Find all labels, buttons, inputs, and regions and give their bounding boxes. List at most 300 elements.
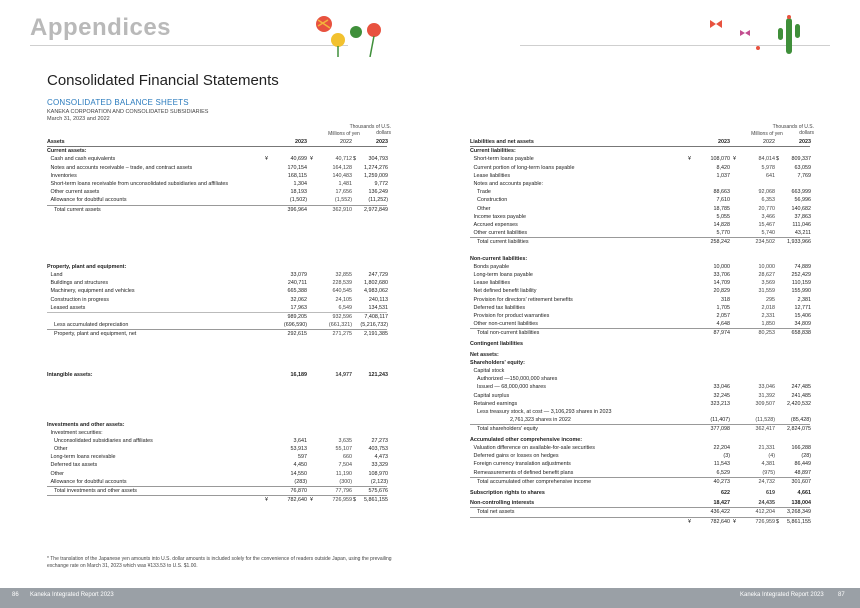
table-row — [47, 304, 387, 312]
row-value: 3,268,349 — [787, 509, 811, 516]
row-value: (283) — [294, 478, 307, 485]
row-value: 74,889 — [794, 263, 811, 270]
table-row — [47, 445, 387, 453]
row-value: 22,204 — [713, 445, 730, 452]
table-row — [47, 271, 387, 279]
row-value: 77,796 — [335, 488, 352, 495]
row-label: Investments and other assets: — [47, 421, 125, 428]
row-value: (28) — [801, 453, 811, 460]
row-value: 240,711 — [287, 280, 307, 287]
footer-text-right: Kaneka Integrated Report 2023 — [740, 592, 824, 598]
row-value: 48,897 — [794, 469, 811, 476]
row-label: Other — [477, 205, 491, 212]
row-value: 4,473 — [374, 454, 388, 461]
table-row — [47, 421, 387, 429]
row-value: 56,996 — [794, 197, 811, 204]
row-value: 84,014 — [758, 156, 775, 163]
table-row — [47, 437, 387, 445]
table-row — [47, 312, 387, 321]
row-value: 575,676 — [368, 488, 388, 495]
row-value: 782,640 — [710, 518, 730, 525]
row-value: 3,635 — [338, 437, 352, 444]
table-row — [470, 477, 810, 486]
table-row — [470, 424, 810, 433]
company-name: KANEKA CORPORATION AND CONSOLIDATED SUBSIDIARIES — [47, 109, 209, 115]
table-row — [47, 155, 387, 163]
row-value: 134,531 — [368, 304, 388, 311]
row-value: 18,785 — [713, 205, 730, 212]
row-value: 80,253 — [758, 330, 775, 337]
row-label: Lease liabilities — [473, 172, 511, 179]
table-row — [470, 205, 810, 213]
table-row — [47, 470, 387, 478]
statement-date: March 31, 2023 and 2022 — [47, 116, 110, 122]
row-value: 32,245 — [713, 392, 730, 399]
footer-text-left: Kaneka Integrated Report 2023 — [30, 592, 114, 598]
row-value: 1,481 — [338, 180, 352, 187]
row-value: 2023 — [376, 139, 388, 145]
table-row — [470, 460, 810, 468]
row-value: 7,769 — [797, 172, 811, 179]
row-label: Less accumulated depreciation — [54, 322, 129, 329]
liabilities-table — [470, 124, 814, 526]
row-label: Other current liabilities — [473, 230, 528, 237]
row-label: Long-term loans payable — [473, 272, 533, 278]
row-value: 2022 — [340, 139, 352, 145]
row-value: 240,113 — [368, 296, 388, 303]
decorative-butterfly-icon — [700, 10, 810, 55]
row-label: Non-controlling interests — [470, 500, 535, 507]
row-value: 2,381 — [797, 296, 811, 303]
row-value: 11,543 — [713, 461, 730, 468]
row-value: 234,502 — [755, 239, 775, 246]
row-value: 76,870 — [290, 488, 307, 495]
table-row — [47, 287, 387, 295]
row-value: 140,682 — [791, 205, 811, 212]
row-value: 33,329 — [371, 462, 388, 469]
units-yen: Millions of yen — [328, 131, 360, 137]
row-value: 33,706 — [713, 272, 730, 278]
row-value: 40,699 — [290, 156, 307, 163]
row-label: Property, plant and equipment, net — [54, 331, 137, 338]
row-value: (85,428) — [790, 417, 811, 424]
row-label: Leased assets — [50, 304, 86, 311]
row-value: 5,861,155 — [364, 497, 388, 504]
row-value: 10,000 — [713, 263, 730, 270]
row-value: 108,970 — [368, 470, 388, 477]
row-value: 2,057 — [716, 312, 730, 319]
row-value: (3) — [723, 453, 730, 460]
row-value: 1,850 — [761, 321, 775, 328]
table-row — [470, 296, 810, 304]
row-value: 4,983,062 — [364, 288, 388, 295]
row-value: 15,467 — [758, 221, 775, 228]
row-value: 619 — [766, 489, 775, 496]
table-header-row — [47, 138, 387, 147]
row-value: 989,205 — [287, 314, 307, 320]
table-row — [470, 489, 810, 497]
row-value: 8,420 — [716, 164, 730, 171]
row-value: 17,963 — [290, 304, 307, 311]
row-value: 3,569 — [761, 280, 775, 287]
row-value: 5,770 — [716, 230, 730, 237]
table-row — [470, 351, 810, 359]
row-label: Foreign currency translation adjustments — [473, 461, 571, 468]
row-label: Total investments and other assets — [54, 488, 137, 495]
table-row — [47, 147, 387, 155]
row-value: 6,353 — [761, 197, 775, 204]
row-value: (1,552) — [334, 197, 352, 204]
row-value: 2,018 — [761, 304, 775, 311]
table-row — [470, 375, 810, 383]
row-value: 14,709 — [713, 280, 730, 287]
row-value: 43,211 — [794, 230, 811, 237]
table-row — [470, 408, 810, 416]
row-label: Total shareholders' equity — [477, 426, 538, 433]
table-row — [470, 279, 810, 287]
row-value: (696,590) — [283, 322, 307, 329]
row-label: Issued — 68,000,000 shares — [477, 384, 546, 391]
row-value: 258,242 — [710, 239, 730, 246]
table-row — [470, 271, 810, 279]
table-row — [47, 486, 387, 495]
currency-symbol: $ — [776, 156, 779, 163]
row-label: Contingent liabilities — [470, 340, 524, 347]
row-label: Short-term loans payable — [473, 156, 534, 163]
table-row — [470, 172, 810, 180]
row-value: 362,910 — [332, 206, 352, 213]
row-value: 2,824,075 — [787, 426, 811, 433]
statement-title: CONSOLIDATED BALANCE SHEETS — [47, 98, 189, 107]
row-value: 377,098 — [710, 426, 730, 433]
row-value: 660 — [343, 454, 352, 461]
row-value: 7,504 — [338, 462, 352, 469]
row-value: 28,627 — [758, 272, 775, 278]
row-value: 318 — [721, 296, 730, 303]
row-value: 658,838 — [791, 330, 811, 337]
table-row — [470, 392, 810, 400]
section-title: Appendices — [30, 14, 172, 41]
currency-symbol: ¥ — [688, 518, 691, 525]
row-value: 17,656 — [335, 189, 352, 196]
row-value: (661,321) — [328, 322, 352, 329]
row-label: Deferred gains or losses on hedges — [473, 453, 559, 460]
currency-symbol: ¥ — [310, 156, 313, 163]
table-row — [470, 188, 810, 196]
row-value: 18,193 — [290, 189, 307, 196]
table-row — [470, 155, 810, 163]
row-value: 32,855 — [335, 272, 352, 279]
row-label: Bonds payable — [473, 263, 510, 270]
row-label: Other — [50, 470, 64, 477]
footer-page-left: 86 — [12, 592, 19, 598]
table-row — [470, 255, 810, 263]
row-label: Subscription rights to shares — [470, 489, 545, 496]
row-value: 7,610 — [716, 197, 730, 204]
row-label: Other — [54, 446, 68, 453]
row-value: 16,189 — [290, 372, 307, 379]
table-row — [470, 499, 810, 507]
units-usd: Thousands of U.S. dollars — [349, 124, 391, 136]
footer-page-right: 87 — [838, 592, 845, 598]
row-value: 20,770 — [758, 205, 775, 212]
row-value: 412,204 — [755, 509, 775, 516]
row-value: 24,105 — [335, 296, 352, 303]
currency-symbol: ¥ — [310, 497, 313, 504]
table-row — [470, 164, 810, 172]
row-value: 33,046 — [713, 384, 730, 391]
row-value: 228,539 — [332, 280, 352, 287]
row-value: 4,648 — [716, 321, 730, 328]
table-row — [470, 304, 810, 312]
row-value: 640,545 — [332, 288, 352, 295]
currency-symbol: ¥ — [688, 156, 691, 163]
row-value: 2,191,385 — [364, 331, 388, 338]
row-label: Total current assets — [54, 206, 101, 213]
table-row — [470, 237, 810, 246]
table-row — [470, 416, 810, 424]
row-value: 14,977 — [335, 372, 352, 379]
row-label: Notes and accounts receivable – trade, and contract assets — [50, 164, 193, 171]
row-label: Machinery, equipment and vehicles — [50, 288, 135, 295]
row-label: Current liabilities: — [470, 148, 516, 155]
row-value: 436,422 — [710, 509, 730, 516]
row-value: 3,466 — [761, 213, 775, 220]
row-value: (1,502) — [289, 197, 307, 204]
row-value: 597 — [298, 454, 307, 461]
row-value: 309,507 — [755, 400, 775, 407]
row-value: 27,273 — [371, 437, 388, 444]
row-value: 121,243 — [368, 372, 388, 379]
row-value: 136,249 — [368, 189, 388, 196]
row-value: (2,123) — [370, 478, 388, 485]
row-value: 2023 — [295, 139, 307, 145]
table-row — [47, 495, 387, 504]
table-row — [47, 321, 387, 329]
row-value: 252,429 — [791, 272, 811, 278]
row-label: Trade — [477, 189, 491, 196]
row-value: 4,381 — [761, 461, 775, 468]
row-label: Less treasury stock, at cost — 3,106,293 shares in 2023 — [477, 408, 612, 415]
row-value: 32,062 — [290, 296, 307, 303]
row-value: (11,252) — [368, 197, 388, 204]
row-value: 15,406 — [794, 312, 811, 319]
row-label: Capital surplus — [473, 392, 510, 399]
row-label: Land — [50, 272, 63, 279]
table-row — [470, 383, 810, 391]
row-label: Total accumulated other comprehensive income — [477, 478, 592, 485]
table-row — [470, 263, 810, 271]
row-value: 31,559 — [758, 288, 775, 295]
row-value: 166,288 — [791, 445, 811, 452]
row-value: 292,615 — [287, 331, 307, 338]
table-row — [470, 180, 810, 188]
row-label: Liabilities and net assets — [470, 139, 534, 145]
row-label: Capital stock — [473, 367, 505, 374]
row-value: 726,959 — [755, 518, 775, 525]
row-label: Other current assets — [50, 189, 100, 196]
row-value: 87,974 — [713, 330, 730, 337]
table-row — [470, 517, 810, 526]
table-row — [470, 287, 810, 295]
row-value: 24,435 — [758, 500, 775, 507]
table-row — [470, 469, 810, 477]
row-value: 1,274,276 — [364, 164, 388, 171]
row-value: 241,485 — [791, 392, 811, 399]
units-yen: Millions of yen — [751, 131, 783, 137]
row-value: 809,337 — [791, 156, 811, 163]
row-value: 21,331 — [758, 445, 775, 452]
row-value: 2023 — [799, 139, 811, 145]
row-value: 168,115 — [287, 172, 307, 179]
row-value: 33,079 — [290, 272, 307, 279]
table-row — [470, 507, 810, 516]
row-value: 1,933,966 — [787, 239, 811, 246]
row-label: Net assets: — [470, 351, 499, 358]
row-value: 140,483 — [332, 172, 352, 179]
table-row — [47, 263, 387, 271]
table-row — [47, 196, 387, 204]
row-label: Property, plant and equipment: — [47, 263, 127, 270]
row-value: 14,828 — [713, 221, 730, 228]
row-value: 1,304 — [293, 180, 307, 187]
row-label: Accumulated other comprehensive income: — [470, 436, 583, 443]
row-label: Assets — [47, 139, 65, 145]
row-value: 170,154 — [287, 164, 307, 171]
table-row — [470, 221, 810, 229]
row-value: (5,216,732) — [360, 322, 388, 329]
row-value: 1,259,009 — [364, 172, 388, 179]
row-value: 164,128 — [332, 164, 352, 171]
row-value: 5,861,155 — [787, 518, 811, 525]
row-label: Retained earnings — [473, 400, 518, 407]
row-value: 2,420,532 — [787, 400, 811, 407]
row-value: 295 — [766, 296, 775, 303]
row-label: Shareholders' equity: — [470, 359, 525, 366]
row-value: 622 — [721, 489, 730, 496]
table-row — [47, 371, 387, 379]
units-header — [47, 124, 391, 138]
footnote: * The translation of the Japanese yen amounts into U.S. dollar amounts is included solely for the convenience of readers outside Japan, using the prevailing exchange rate on March 31, 2023 which was ¥133.53 to U.S. $1.00. — [47, 556, 392, 569]
table-row — [47, 329, 387, 338]
row-label: Investment securities: — [50, 429, 103, 436]
table-row — [470, 367, 810, 375]
row-value: 14,550 — [290, 470, 307, 477]
row-value: (975) — [762, 469, 775, 476]
currency-symbol: ¥ — [733, 156, 736, 163]
row-value: 301,607 — [791, 478, 811, 485]
row-label: Long-term loans receivable — [50, 454, 116, 461]
row-value: 3,641 — [293, 437, 307, 444]
row-spacer — [47, 339, 387, 372]
table-row — [47, 478, 387, 486]
row-label: Intangible assets: — [47, 372, 93, 379]
table-row — [470, 340, 810, 348]
row-value: 4,450 — [293, 462, 307, 469]
row-value: 108,070 — [710, 156, 730, 163]
decorative-plants-icon — [300, 12, 390, 57]
row-value: 138,004 — [791, 500, 811, 507]
row-label: Provision for directors' retirement benefits — [473, 296, 573, 303]
row-value: 33,046 — [758, 384, 775, 391]
row-label: Construction in progress — [50, 296, 109, 303]
table-row — [47, 279, 387, 287]
table-row — [470, 147, 810, 155]
table-row — [47, 296, 387, 304]
row-value: (4) — [768, 453, 775, 460]
row-label: Deferred tax liabilities — [473, 304, 526, 311]
table-row — [470, 196, 810, 204]
table-row — [47, 188, 387, 196]
row-value: 2,331 — [761, 312, 775, 319]
row-value: 11,190 — [335, 470, 352, 477]
units-header — [470, 124, 814, 138]
row-spacer — [470, 246, 810, 254]
row-label: 2,761,323 shares in 2022 — [510, 417, 571, 424]
row-value: 6,529 — [716, 469, 730, 476]
row-value: 1,802,680 — [364, 280, 388, 287]
row-value: 403,753 — [368, 446, 388, 453]
row-value: 247,729 — [368, 272, 388, 279]
row-value: 2022 — [763, 139, 775, 145]
row-value: 304,793 — [368, 156, 388, 163]
row-label: Cash and cash equivalents — [50, 156, 116, 163]
assets-table — [47, 124, 391, 504]
row-value: 271,275 — [332, 331, 352, 338]
table-row — [470, 229, 810, 237]
row-label: Allowance for doubtful accounts — [50, 197, 127, 204]
currency-symbol: $ — [353, 156, 356, 163]
table-row — [470, 436, 810, 444]
row-value: 5,740 — [761, 230, 775, 237]
row-value: 932,596 — [332, 314, 352, 320]
row-value: 155,990 — [791, 288, 811, 295]
row-value: 55,107 — [335, 446, 352, 453]
row-value: 10,000 — [758, 263, 775, 270]
row-label: Current assets: — [47, 148, 87, 155]
row-value: 5,978 — [761, 164, 775, 171]
page-title: Consolidated Financial Statements — [47, 72, 279, 89]
currency-symbol: ¥ — [733, 518, 736, 525]
row-label: Lease liabilities — [473, 280, 511, 287]
row-label: Construction — [477, 197, 508, 204]
row-value: 40,273 — [713, 478, 730, 485]
footer-bar — [0, 588, 860, 608]
row-value: 20,829 — [713, 288, 730, 295]
table-row — [47, 172, 387, 180]
row-spacer — [47, 380, 387, 421]
row-label: Allowance for doubtful accounts — [50, 478, 127, 485]
row-label: Remeasurements of defined benefit plans — [473, 469, 574, 476]
table-row — [47, 453, 387, 461]
table-row — [470, 452, 810, 460]
currency-symbol: $ — [776, 518, 779, 525]
row-value: (300) — [339, 478, 352, 485]
table-header-row — [470, 138, 810, 147]
row-label: Current portion of long-term loans payable — [473, 164, 575, 171]
row-value: 782,640 — [287, 497, 307, 504]
row-label: Authorized —150,000,000 shares — [477, 376, 558, 383]
table-row — [470, 320, 810, 328]
row-value: 641 — [766, 172, 775, 179]
row-value: 40,712 — [335, 156, 352, 163]
row-label: Inventories — [50, 172, 77, 179]
table-row — [470, 213, 810, 221]
table-row — [47, 205, 387, 214]
row-label: Accrued expenses — [473, 221, 518, 228]
row-label: Total net assets — [477, 509, 515, 516]
row-label: Income taxes payable — [473, 213, 526, 220]
